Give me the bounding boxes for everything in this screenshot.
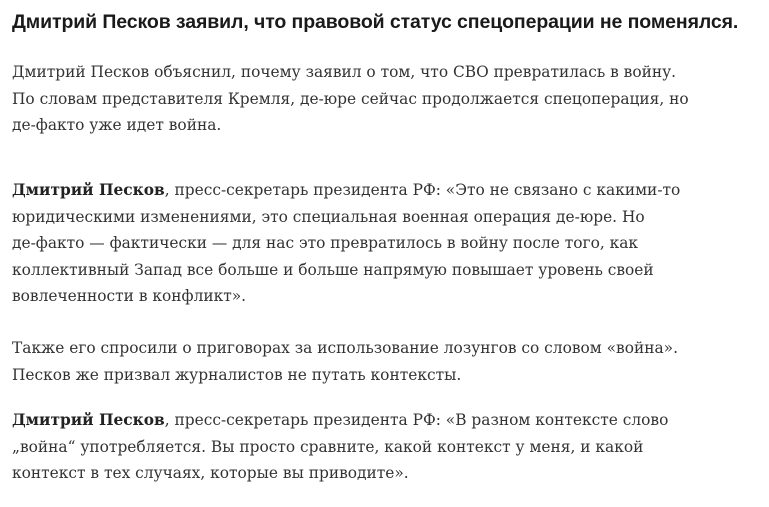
quote-paragraph-1 xyxy=(12,177,764,310)
intro-paragraph xyxy=(12,59,764,139)
quote-line: коллективный Запад все больше и больше напрямую повышает уровень своей xyxy=(12,260,654,279)
intro-line: Дмитрий Песков объяснил, почему заявил о том, что СВО превратилась в войну. xyxy=(12,63,677,81)
quote-paragraph-2 xyxy=(12,407,764,487)
middle-line: Также его спросили о приговорах за использование лозунгов со словом «война». xyxy=(12,339,678,357)
quote-line: юридическими изменениями, это специальная военная операция де-юре. Но xyxy=(12,207,645,226)
speaker-name: Дмитрий Песков xyxy=(12,181,165,199)
speaker-title: , пресс-секретарь президента РФ: «В разном контексте слово xyxy=(164,411,669,429)
quote-first-line xyxy=(12,177,764,204)
article-headline: Дмитрий Песков заявил, что правовой статус спецоперации не поменялся. xyxy=(12,11,739,33)
speaker-title: , пресс-секретарь президента РФ: «Это не связано с какими-то xyxy=(164,181,681,199)
intro-line: де-факто уже идет война. xyxy=(12,116,222,134)
middle-line: Песков же призвал журналистов не путать контексты. xyxy=(12,365,462,384)
speaker-name: Дмитрий Песков xyxy=(12,411,165,429)
quote-first-line xyxy=(12,407,764,434)
quote-line: де-факто — фактически — для нас это превратилось в войну после того, как xyxy=(12,234,639,252)
middle-paragraph xyxy=(12,335,764,388)
quote-line: вовлеченности в конфликт». xyxy=(12,287,247,305)
quote-line: „война“ употребляется. Вы просто сравните, какой контекст у меня, и какой xyxy=(12,437,644,456)
quote-line: контекст в тех случаях, которые вы приводите». xyxy=(12,464,409,482)
intro-line: По словам представителя Кремля, де-юре сейчас продолжается спецоперация, но xyxy=(12,89,689,108)
